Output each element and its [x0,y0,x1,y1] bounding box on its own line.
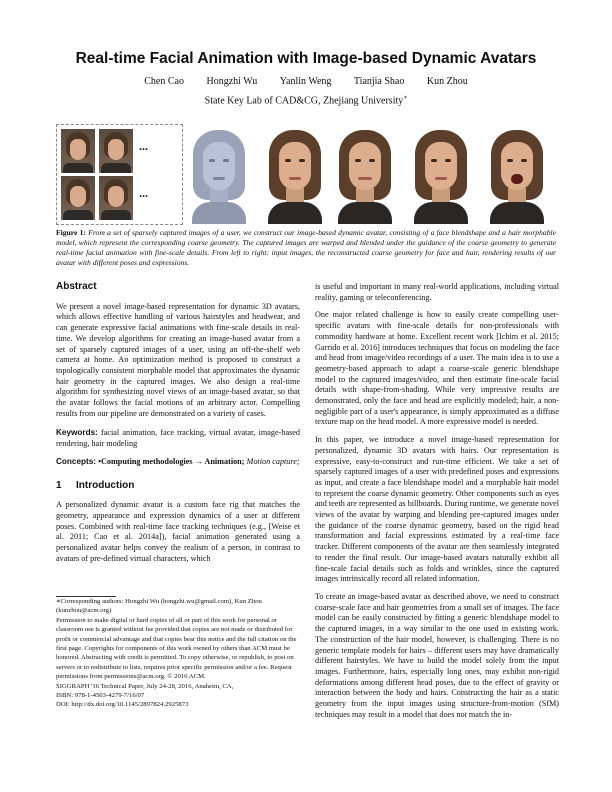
author-name: Kun Zhou [426,76,468,87]
avatar-render-result [336,124,394,224]
author-name: Tianjia Shao [353,76,405,87]
input-image-thumbnail [61,129,95,173]
footnote-permission: Permission to make digital or hard copies of all or part of this work for personal or classroom use is granted without fee provided that copies are not made or distributed for profit or commercial advantage and that copies bear this notice and the full citation on the first page. Copyrights for components of this work owned by others than ACM must be honored. Abstracting with credit is permitted. To copy otherwise, or republish, to post on servers or to redistribute to lists, requires prior specific permission and/or a fee. Request permissions from permissions@acm.org. © 2016 ACM. [56,616,297,681]
concepts-line [56,457,300,468]
input-image-thumbnail [99,129,133,173]
input-images-panel [56,124,183,225]
caption-label: Figure 1: [56,228,86,237]
section-title: Introduction [76,479,135,491]
teaser-figure [56,124,556,224]
body-paragraph: is useful and important in many real-world applications, including virtual reality, gaming or teleconferencing. [315,282,559,302]
affiliation-mark: ∗ [403,95,408,101]
author-list [0,76,612,87]
intro-paragraph: A personalized dynamic avatar is a custom face rig that matches the geometry, appearance and expression dynamics of a user at different poses. Combined with real-time face tracking techniques (e.g., [Weise et al. 2011; Cao et al. 2014a]), facial animation generated using a personalized avatar helps convey the realism of a person, in contrast to avatars of pre-defined virtual characters, which [56,500,300,563]
caption-text: From a set of sparsely captured images of a user, we construct our image-based dynamic avatar, consisting of a face blendshape and a hair morphable model, which represent the corresponding coarse geometry. The captured images are warped and blended under the guidance of the coarse geometry to generate real-time facial animation with fine-scale details. From left to right: input images, the reconstructed coarse geometry for face and hair, rendering results of our avatar with different poses and expressions. [56,228,556,267]
footnote [56,597,300,710]
left-column [56,282,300,571]
footnote-corresponding: ∗Corresponding authors: Hongzhi Wu (hongzhi.wu@gmail.com), Kun Zhou (kunzhou@acm.org) [56,598,262,615]
ellipsis-dots: ... [139,139,148,153]
footnote-isbn: ISBN: 978-1-4503-4279-7/16/07 [56,692,145,700]
body-paragraph: One major related challenge is how to easily create compelling user-specific avatars with fine-scale details for non-professionals with commodity hardware at home. Excellent recent work [Ichim et al. 2015; Garrido et al. 2016] introduces techniques that focus on modeling the face and head from image/video recordings of a user. The main idea is to use a geometry-based approach to adapt a coarse-scale generic blendshape model to the captured images/video, and then estimate fine-scale facial details with shape-from-shading. While very impressive results are demonstrated, only the face and head are explicitly modeled; hair, a non-negligible part of a user's appearance, is simply approximated as a diffuse texture map on the head model. A more expressive model is needed. [315,310,559,427]
avatar-render-result [488,124,546,224]
abstract-heading: Abstract [56,281,97,292]
concepts-bold: •Computing methodologies → Animation; [98,456,245,466]
concepts-italic: Motion capture; [246,456,300,466]
coarse-geometry-model [190,124,248,224]
footnote-venue: SIGGRAPH '16 Technical Paper, July 24-28, 2016, Anaheim, CA, [56,682,234,690]
paper-title: Real-time Facial Animation with Image-based Dynamic Avatars [75,50,537,67]
right-column [315,282,559,727]
author-name: Yanlin Weng [279,76,332,87]
affiliation-text: State Key Lab of CAD&CG, Zhejiang University [204,95,404,107]
abstract-text: We present a novel image-based representation for dynamic 3D avatars, which allows effective handling of various hairstyles and headwear, and can generate expressive facial animations with fine-scale details in real-time. We develop algorithms for creating an image-based avatar from a set of sparsely captured images of a user, using an off-the-shelf web camera at home. An optimization method is proposed to construct a topologically consistent morphable model that approximates the dynamic hair geometry in the captured images. We also design a real-time algorithm for synthesizing novel views of an image-based avatar, so that the avatar follows the facial motions of an arbitrary actor. Compelling results from our pipeline are demonstrated on a variety of cases. [56,301,300,418]
keywords-label: Keywords: [56,428,98,438]
footnote-doi: DOI: http://dx.doi.org/10.1145/2897824.2925873 [56,701,189,709]
avatar-render-result [266,124,324,224]
keywords-line [56,428,300,449]
body-paragraph: To create an image-based avatar as described above, we need to construct coarse-scale face and hair geometries from a small set of images. The face model can be easily constructed by fitting a generic blendshape model to the captured images, in a way similar to the one used in existing work. The construction of the hair model, however, is challenging. There is no generic template models for hairs – different users may have dramatically different hairstyles. We have to build the model solely from the input images. Furthermore, hairs, especially long ones, may exhibit non-rigid deformations among different head poses, due to the effect of gravity or interaction between the body and hairs. Constructing the hair as a static geometry from the input images using structure-from-motion (SfM) techniques may result in a model that does not match the in- [315,591,559,719]
body-paragraph: In this paper, we introduce a novel image-based representation for personalized, dynamic 3D avatars with hairs. Our representation is expressive, easy-to-construct and run-time efficient. We take a set of sparsely captured images of a user with predefined poses and expressions as input, and create a face blendshape model and a morphable hair model to represent the coarse dynamic geometry. Other components such as eyes and teeth are represented as billboards. During runtime, we generate novel views of the avatar by warping and blending pre-captured images under the guidance of the coarse dynamic geometry, based on the rigid head transformation and facial expressions estimated by a real-time face tracker. Different components of the avatar are then seamlessly integrated to render the final result. Our image-based avatars naturally exhibit all fine-scale facial details such as folds and wrinkles, since the captured images intrinsically record all related information. [315,435,559,584]
input-image-thumbnail [99,176,133,220]
author-name: Hongzhi Wu [206,76,258,87]
introduction-heading [56,481,300,492]
keywords-text: facial animation, face tracking, virtual avatar, image-based rendering, hair modeling [56,428,300,449]
author-name: Chen Cao [144,76,184,87]
section-number: 1 [56,479,62,491]
input-image-thumbnail [61,176,95,220]
avatar-render-result [412,124,470,224]
figure-caption [56,228,556,268]
affiliation [0,94,612,106]
concepts-label: Concepts: [56,456,97,466]
ellipsis-dots: ... [139,186,148,200]
